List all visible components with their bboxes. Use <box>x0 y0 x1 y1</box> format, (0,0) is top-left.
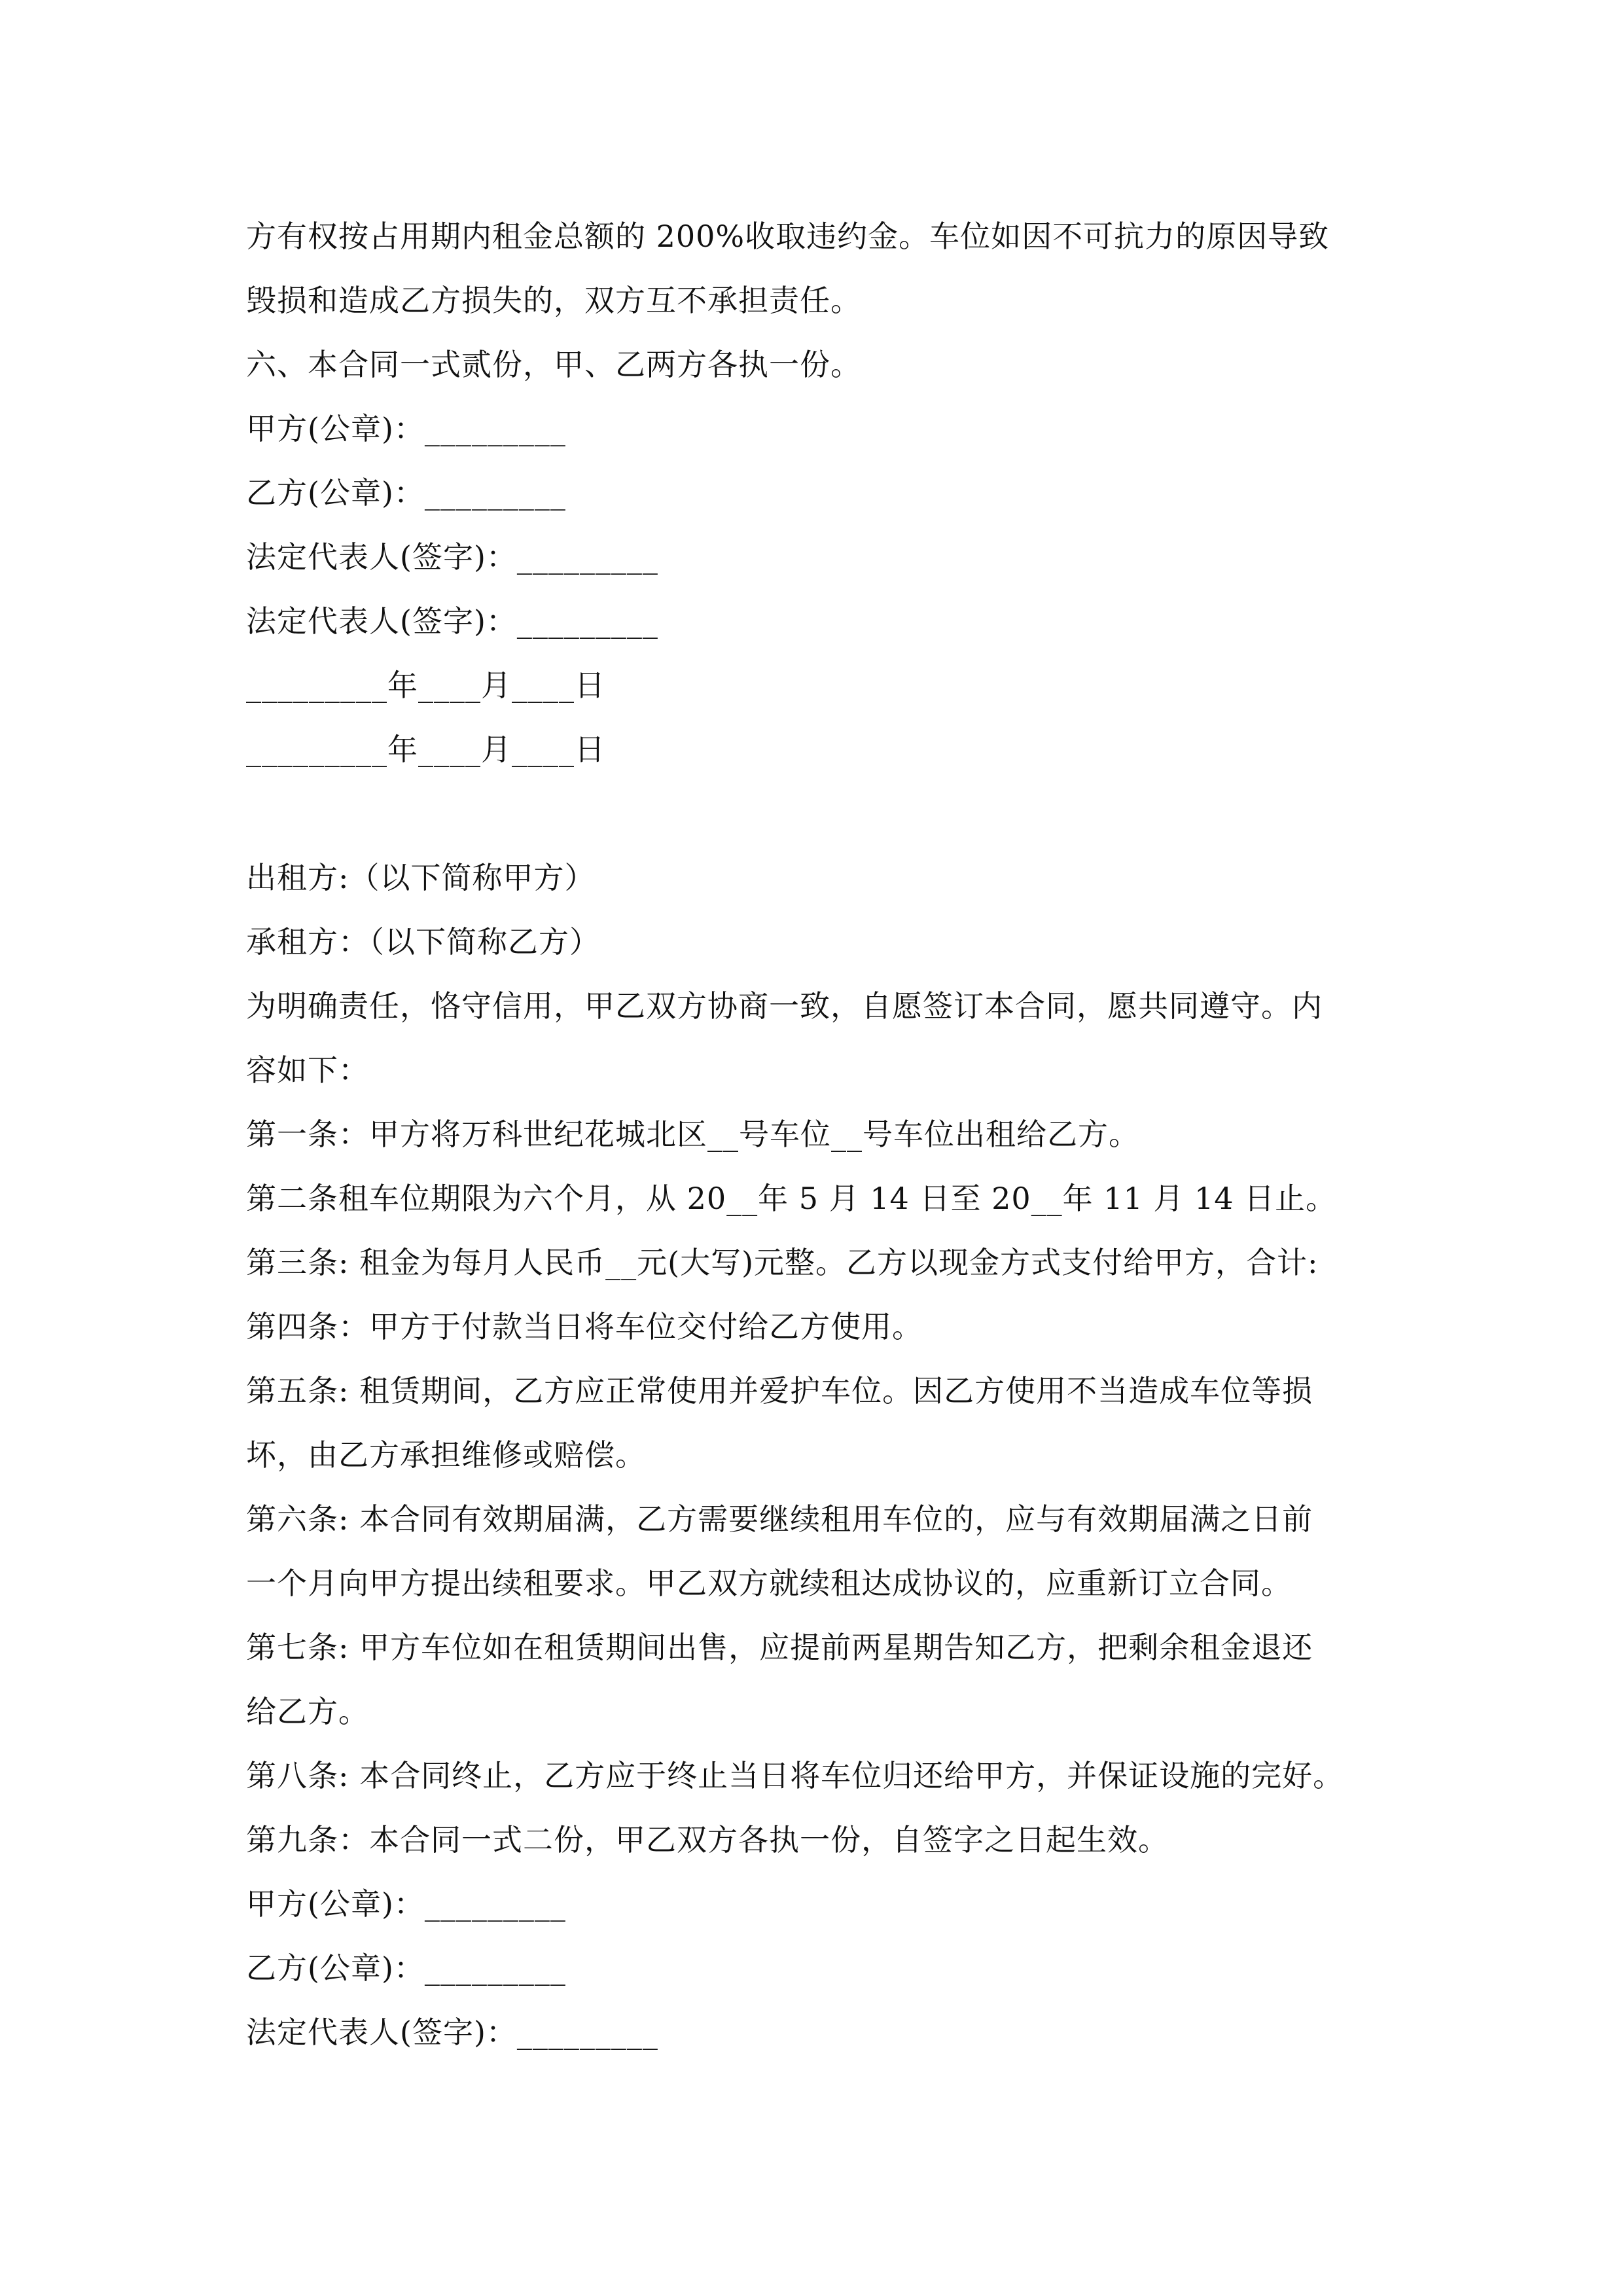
signature-line-legal-rep: 法定代表人(签字)：_________ <box>246 539 658 575</box>
signature-line-legal-rep: 法定代表人(签字)：_________ <box>246 603 658 639</box>
text-line: 一个月向甲方提出续租要求。甲乙双方就续租达成协议的，应重新订立合同。 <box>246 1566 1292 1601</box>
text-line: 方有权按占用期内租金总额的 200%收取违约金。车位如因不可抗力的原因导致 <box>246 219 1330 254</box>
signature-line-legal-rep: 法定代表人(签字)：_________ <box>246 2015 658 2050</box>
text-line: 给乙方。 <box>246 1694 369 1729</box>
section-gap <box>246 781 1398 846</box>
signature-line-party-a-seal: 甲方(公章)：_________ <box>246 411 566 446</box>
article-9: 第九条：本合同一式二份，甲乙双方各执一份，自签字之日起生效。 <box>246 1822 1169 1857</box>
text-line: 坏，由乙方承担维修或赔偿。 <box>246 1437 646 1473</box>
signature-line-party-a-seal: 甲方(公章)：_________ <box>246 1886 566 1922</box>
article-7: 第七条: 甲方车位如在租赁期间出售，应提前两星期告知乙方，把剩余租金退还 <box>246 1630 1313 1665</box>
article-6: 第六条: 本合同有效期届满，乙方需要继续租用车位的，应与有效期届满之日前 <box>246 1501 1313 1537</box>
document-body <box>246 204 1398 2064</box>
article-5: 第五条: 租赁期间，乙方应正常使用并爱护车位。因乙方使用不当造成车位等损 <box>246 1373 1313 1408</box>
lessor-line: 出租方:（以下简称甲方） <box>246 860 596 895</box>
article-4: 第四条：甲方于付款当日将车位交付给乙方使用。 <box>246 1309 923 1344</box>
article-1: 第一条：甲方将万科世纪花城北区__号车位__号车位出租给乙方。 <box>246 1117 1139 1152</box>
signature-line-party-b-seal: 乙方(公章)：_________ <box>246 1950 566 1986</box>
text-line: 毁损和造成乙方损失的，双方互不承担责任。 <box>246 283 861 318</box>
article-2: 第二条租车位期限为六个月，从 20__年 5 月 14 日至 20__年 11 月 14 日止。 <box>246 1181 1337 1216</box>
date-line: _________年____月____日 <box>246 668 605 703</box>
signature-line-party-b-seal: 乙方(公章)：_________ <box>246 475 566 511</box>
date-line: _________年____月____日 <box>246 732 605 767</box>
article-8: 第八条: 本合同终止，乙方应于终止当日将车位归还给甲方，并保证设施的完好。 <box>246 1758 1344 1793</box>
lessee-line: 承租方：（以下简称乙方） <box>246 924 600 960</box>
text-line: 为明确责任，恪守信用，甲乙双方协商一致，自愿签订本合同，愿共同遵守。内 <box>246 988 1323 1024</box>
text-line: 六、本合同一式贰份，甲、乙两方各执一份。 <box>246 347 861 382</box>
text-line: 容如下： <box>246 1052 369 1088</box>
article-3: 第三条: 租金为每月人民币__元(大写)元整。乙方以现金方式支付给甲方，合计: <box>246 1245 1319 1280</box>
